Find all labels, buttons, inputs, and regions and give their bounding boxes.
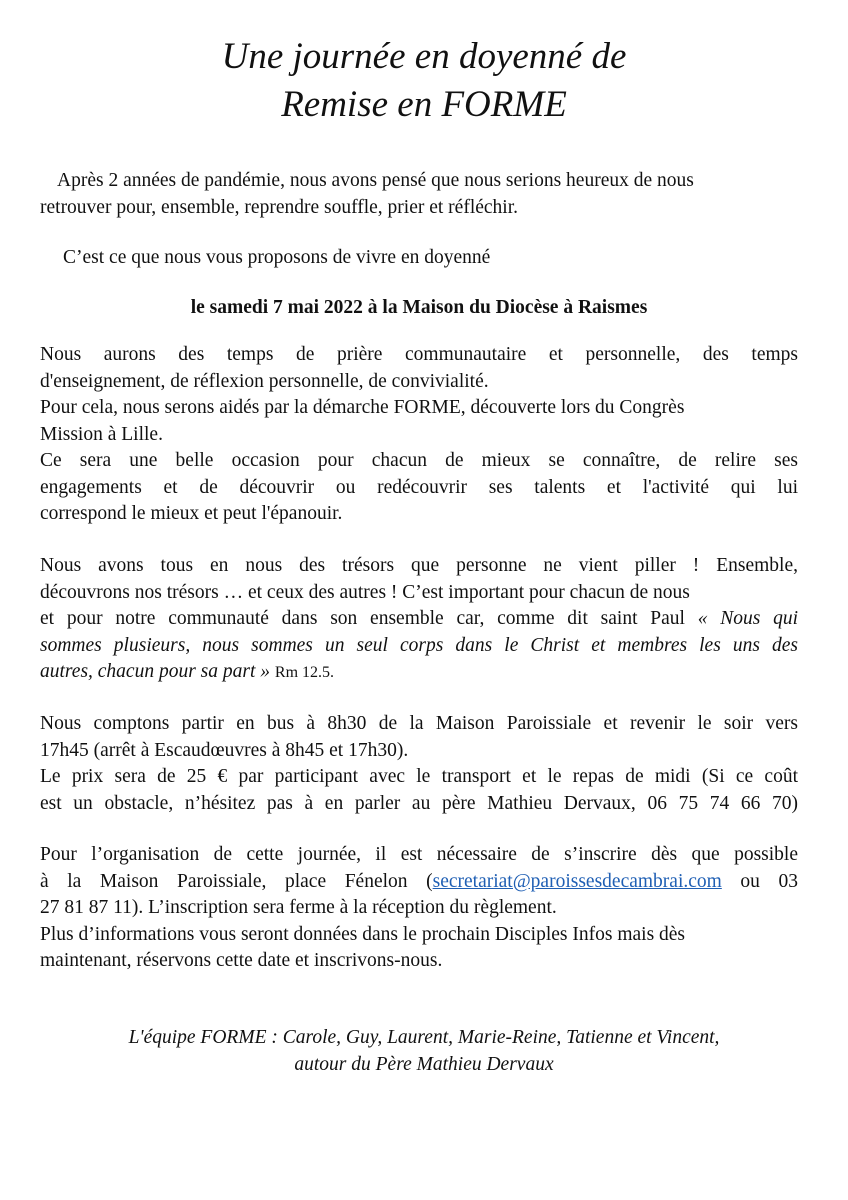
scripture-quote: sommes plusieurs, nous sommes un seul corps dans le Christ et membres les uns des [40,634,798,656]
event-date-line: le samedi 7 mai 2022 à la Maison du Diocèse à Raismes [190,297,648,318]
paragraph-line [40,606,798,633]
intro-line: Après 2 années de pandémie, nous avons pensé que nous serions heureux de nous [57,170,694,191]
paragraph-line: Nous avons tous en nous des trésors que personne ne vient piller ! Ensemble, [40,555,798,576]
paragraph-line: Le prix sera de 25 € par participant avec le transport et le repas de midi (Si ce coût [40,766,798,787]
paragraph-text: ou 03 [721,870,798,892]
document-title-line-2: Remise en FORME [281,84,567,125]
document-title-line-1: Une journée en doyenné de [221,36,627,77]
paragraph-line: découvrons nos trésors … et ceux des autres ! C’est important pour chacun de nous [40,581,690,603]
paragraph-treasures [40,553,798,687]
scripture-quote: « Nous qui [697,608,799,629]
paragraph-line: Mission à Lille. [40,423,163,445]
paragraph-text: à la Maison Paroissiale, place Fénelon ( [40,870,433,892]
scripture-reference: Rm 12.5. [274,664,335,681]
intro-line: C’est ce que nous vous proposons de vivre en doyenné [63,247,491,268]
paragraph-line: correspond le mieux et peut l'épanouir. [40,503,343,524]
signature-line-1: L'équipe FORME : Carole, Guy, Laurent, Marie-Reine, Tatienne et Vincent, [128,1027,720,1048]
paragraph-line [40,869,798,896]
paragraph-line: engagements et de découvrir ou redécouvrir ses talents et l'activité qui lui [40,476,798,498]
intro-paragraph [40,168,798,221]
email-link[interactable]: secretariat@paroissesdecambrai.com [432,870,722,892]
paragraph-line: 27 81 87 11). L’inscription sera ferme à la réception du règlement. [40,897,557,918]
paragraph-line: 17h45 (arrêt à Escaudœuvres à 8h45 et 17h30). [40,739,409,761]
paragraph-line: d'enseignement, de réflexion personnelle, de convivialité. [40,370,489,392]
paragraph-line: Nous comptons partir en bus à 8h30 de la Maison Paroissiale et revenir le soir vers [40,713,798,734]
paragraph-registration [40,842,798,975]
paragraph-line: Nous aurons des temps de prière communautaire et personnelle, des temps [40,344,798,365]
paragraph-line [40,659,798,687]
paragraph-text: et pour notre communauté dans son ensemble car, comme dit saint Paul [40,608,685,629]
intro-line: retrouver pour, ensemble, reprendre souffle, prier et réfléchir. [40,196,519,218]
paragraph-line: Pour l’organisation de cette journée, il est nécessaire de s’inscrire dès que possible [40,844,798,865]
scripture-quote: autres, chacun pour sa part » [40,661,271,682]
paragraph-line: Plus d’informations vous seront données dans le prochain Disciples Infos mais dès [40,923,686,945]
paragraph-line: maintenant, réservons cette date et inscrivons-nous. [40,950,443,971]
paragraph-line: est un obstacle, n’hésitez pas à en parler au père Mathieu Dervaux, 06 75 74 66 70) [40,792,798,814]
paragraph-logistics [40,711,798,817]
paragraph-program [40,342,798,528]
paragraph-line: Ce sera une belle occasion pour chacun de mieux se connaître, de relire ses [40,450,798,471]
intro-proposal [40,245,798,272]
signature-line-2: autour du Père Mathieu Dervaux [294,1054,554,1075]
paragraph-line: Pour cela, nous serons aidés par la démarche FORME, découverte lors du Congrès [40,397,685,418]
